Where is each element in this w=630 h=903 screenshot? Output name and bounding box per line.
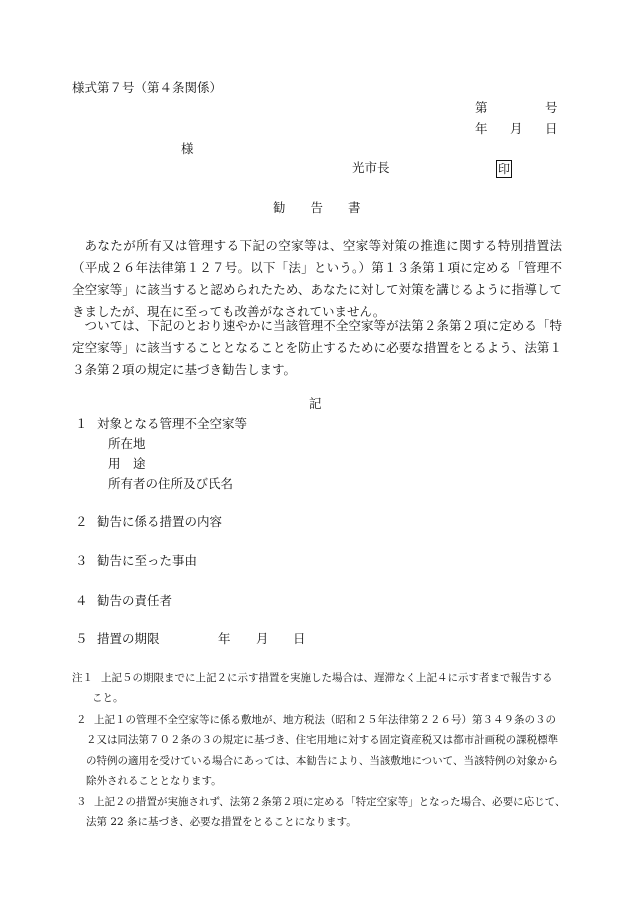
item-1-owner: 所有者の住所及び氏名 bbox=[108, 476, 234, 491]
note-2-line-1: 上記１の管理不全空家等に係る敷地が、地方税法（昭和２５年法律第２２６号）第３４９条の３の bbox=[94, 714, 556, 726]
note-2-line-3: の特例の適用を受けている場合にあっては、本勧告により、当該敷地について、当該特例の対象から bbox=[86, 755, 558, 767]
item-5-label: 措置の期限 bbox=[97, 631, 160, 646]
item-3-label: 勧告に至った事由 bbox=[97, 553, 198, 568]
note-3-line-1: 上記２の措置が実施されず、法第２条第２項に定める「特定空家等」となった場合、必要に応じて、 bbox=[94, 796, 566, 808]
doc-number-prefix: 第 bbox=[475, 100, 488, 115]
item-3-number: ３ bbox=[75, 553, 88, 568]
issuer-name: 光市長 bbox=[352, 160, 390, 175]
item-5-year: 年 bbox=[218, 631, 231, 646]
item-5-number: ５ bbox=[75, 631, 88, 646]
seal-text: 印 bbox=[497, 162, 510, 176]
item-1-label: 対象となる管理不全空家等 bbox=[97, 416, 248, 431]
note-2-line-2: ２又は同法第７０２条の３の規定に基づき、住宅用地に対する固定資産税又は都市計画税の課税標準 bbox=[86, 734, 559, 746]
note-1-line-2: こと。 bbox=[92, 692, 124, 704]
note-1-line-1: 上記５の期限までに上記２に示す措置を実施した場合は、遅滞なく上記４に示す者まで報告する bbox=[101, 672, 553, 684]
note-3-line-2: 法第 22 条に基づき、必要な措置をとることになります。 bbox=[86, 816, 357, 828]
date-month: 月 bbox=[510, 121, 523, 136]
item-4-number: ４ bbox=[75, 593, 88, 608]
form-label: 様式第７号（第４条関係） bbox=[72, 80, 223, 95]
item-5-month: 月 bbox=[256, 631, 269, 646]
item-5-day: 日 bbox=[293, 631, 306, 646]
note-1-label: 注１ bbox=[72, 672, 93, 684]
note-2-line-4: 除外されることとなります。 bbox=[86, 775, 222, 787]
item-2-number: ２ bbox=[75, 514, 88, 529]
addressee-honorific: 様 bbox=[181, 141, 194, 156]
seal-mark bbox=[496, 160, 512, 178]
item-1-number: １ bbox=[75, 416, 88, 431]
item-4-label: 勧告の責任者 bbox=[97, 593, 173, 608]
ki-label: 記 bbox=[309, 396, 322, 411]
note-2-label: ２ bbox=[76, 714, 87, 726]
date-day: 日 bbox=[545, 121, 558, 136]
item-2-label: 勧告に係る措置の内容 bbox=[97, 514, 223, 529]
date-year: 年 bbox=[475, 121, 488, 136]
item-1-location: 所在地 bbox=[108, 436, 146, 451]
note-3-label: ３ bbox=[76, 796, 87, 808]
document-title: 勧 告 書 bbox=[273, 200, 361, 215]
doc-number-suffix: 号 bbox=[545, 100, 558, 115]
body-paragraph-2: ついては、下記のとおり速やかに当該管理不全空家等が法第２条第２項に定める「特定空家等」に該当することとなることを防止するために必要な措置をとるよう、法第１３条第２項の規定に基づき勧告します。 bbox=[72, 318, 562, 377]
body-paragraph-1: あなたが所有又は管理する下記の空家等は、空家等対策の推進に関する特別措置法（平成２６年法律第１２７号。以下「法」という。）第１３条第１項に定める「管理不全空家等」に該当すると認められたため、あなたに対して対策を講じるように指導してきましたが、現在に至っても改善がなされていません。 bbox=[72, 238, 562, 319]
item-1-usage: 用 途 bbox=[108, 456, 146, 471]
